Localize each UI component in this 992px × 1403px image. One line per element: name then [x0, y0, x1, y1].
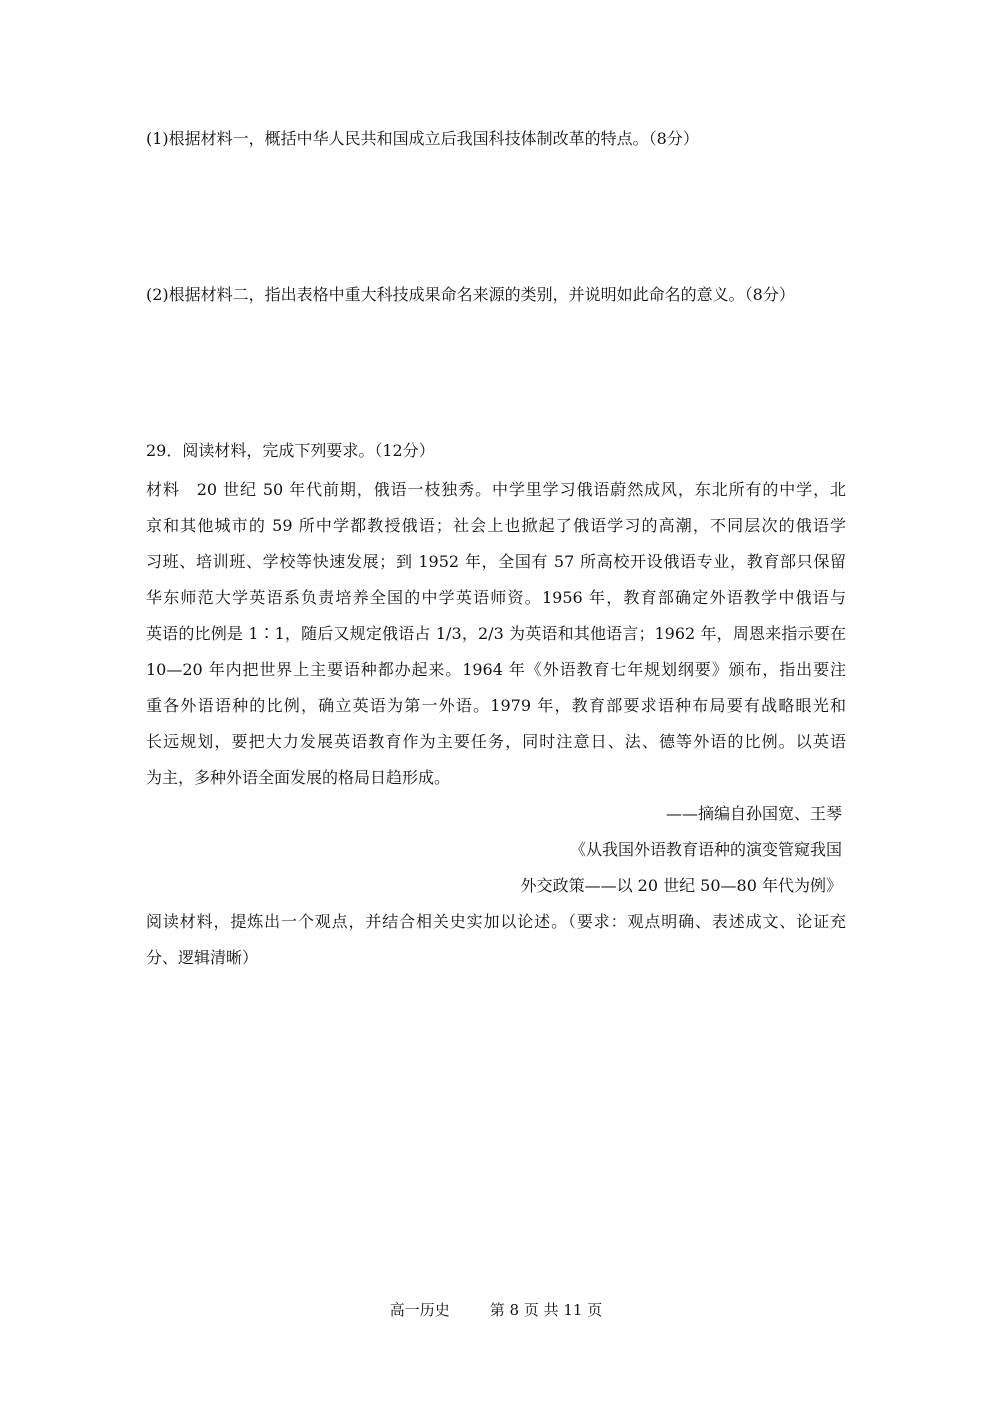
material-line: 重各外语语种的比例，确立英语为第一外语。1979 年，教育部要求语种布局要有战略眼光和: [146, 696, 846, 715]
source-author: ——摘编自孙国宽、王琴: [665, 804, 842, 823]
page-footer: [0, 1300, 992, 1320]
material-line: 华东师范大学英语系负责培养全国的中学英语师资。1956 年，教育部确定外语教学中俄语与: [146, 588, 846, 607]
material-line: 长远规划，要把大力发展英语教育作为主要任务，同时注意日、法、德等外语的比例。以英语: [146, 732, 846, 751]
material-line: 英语的比例是 1∶1，随后又规定俄语占 1/3，2/3 为英语和其他语言；1962 年，周恩来指示要在: [146, 624, 846, 643]
requirement-line: 分、逻辑清晰）: [146, 948, 259, 967]
requirement-line: 阅读材料，提炼出一个观点，并结合相关史实加以论述。（要求：观点明确、表述成文、论证充: [146, 912, 846, 931]
question-28-part-2: (2)根据材料二，指出表格中重大科技成果命名来源的类别，并说明如此命名的意义。（8分）: [146, 285, 795, 304]
source-title-line-2: 外交政策——以 20 世纪 50—80 年代为例》: [520, 876, 842, 895]
question-29-title: 29．阅读材料，完成下列要求。（12分）: [146, 441, 435, 460]
material-line: 为主，多种外语全面发展的格局日趋形成。: [146, 768, 451, 787]
material-line: 京和其他城市的 59 所中学都教授俄语；社会上也掀起了俄语学习的高潮，不同层次的俄语学: [146, 516, 846, 535]
footer-page-number: 第 8 页 共 11 页: [489, 1301, 603, 1319]
material-line: 习班、培训班、学校等快速发展；到 1952 年，全国有 57 所高校开设俄语专业，教育部只保留: [146, 552, 846, 571]
material-line: 材料 20 世纪 50 年代前期，俄语一枝独秀。中学里学习俄语蔚然成风，东北所有的中学，北: [146, 480, 846, 499]
material-line: 10—20 年内把世界上主要语种都办起来。1964 年《外语教育七年规划纲要》颁布，指出要注: [146, 660, 846, 679]
question-28-part-1: (1)根据材料一，概括中华人民共和国成立后我国科技体制改革的特点。（8分）: [146, 129, 699, 148]
source-title-line-1: 《从我国外语教育语种的演变管窥我国: [569, 840, 842, 859]
footer-subject: 高一历史: [389, 1301, 450, 1319]
